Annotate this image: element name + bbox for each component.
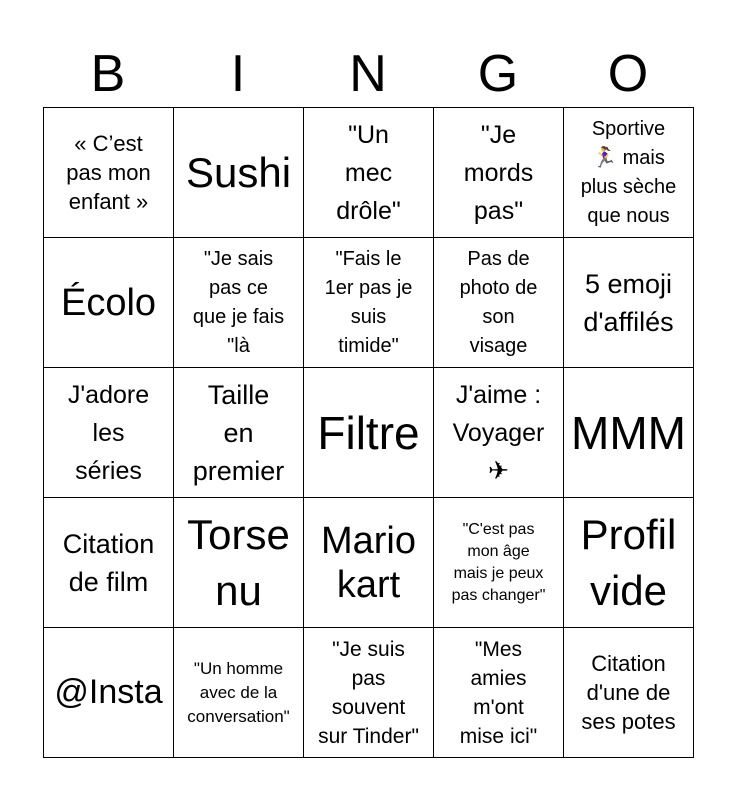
bingo-cell[interactable]: Sportive 🏃‍♀️ mais plus sèche que nous	[564, 108, 694, 238]
header-letter-n: N	[349, 45, 387, 103]
bingo-cell[interactable]: "Fais le 1er pas je suis timide"	[304, 238, 434, 368]
header-letter-i: I	[230, 45, 246, 103]
bingo-cell[interactable]: Citation de film	[44, 498, 174, 628]
bingo-cell[interactable]: "Je suis pas souvent sur Tinder"	[304, 628, 434, 758]
bingo-cell[interactable]: MMM	[564, 368, 694, 498]
bingo-cell[interactable]: Écolo	[44, 238, 174, 368]
board-row	[44, 498, 694, 628]
bingo-cell[interactable]: Citation d'une de ses potes	[564, 628, 694, 758]
bingo-board	[43, 107, 694, 758]
header-letter-g: G	[477, 45, 519, 103]
board-row	[44, 238, 694, 368]
bingo-cell[interactable]: Torse nu	[174, 498, 304, 628]
header-letter-o: O	[607, 45, 649, 103]
bingo-cell[interactable]: 5 emoji d'affilés	[564, 238, 694, 368]
bingo-cell[interactable]: « C’est pas mon enfant »	[44, 108, 174, 238]
bingo-cell[interactable]: "C'est pas mon âge mais je peux pas changer"	[434, 498, 564, 628]
bingo-cell[interactable]: "Un homme avec de la conversation"	[174, 628, 304, 758]
bingo-cell[interactable]: J'adore les séries	[44, 368, 174, 498]
bingo-cell[interactable]: "Mes amies m'ont mise ici"	[434, 628, 564, 758]
bingo-cell[interactable]: "Je mords pas"	[434, 108, 564, 238]
board-row	[44, 368, 694, 498]
bingo-cell[interactable]: Taille en premier	[174, 368, 304, 498]
bingo-cell[interactable]: "Je sais pas ce que je fais "là	[174, 238, 304, 368]
bingo-cell[interactable]: Mario kart	[304, 498, 434, 628]
board-row	[44, 628, 694, 758]
bingo-cell[interactable]: Filtre	[304, 368, 434, 498]
header-letter-b: B	[90, 45, 126, 103]
bingo-cell[interactable]: Profil vide	[564, 498, 694, 628]
bingo-cell[interactable]: Sushi	[174, 108, 304, 238]
board-row	[44, 108, 694, 238]
bingo-header	[43, 42, 693, 106]
bingo-cell[interactable]: J'aime : Voyager ✈	[434, 368, 564, 498]
bingo-cell[interactable]: Pas de photo de son visage	[434, 238, 564, 368]
bingo-cell[interactable]: @Insta	[44, 628, 174, 758]
bingo-cell[interactable]: "Un mec drôle"	[304, 108, 434, 238]
